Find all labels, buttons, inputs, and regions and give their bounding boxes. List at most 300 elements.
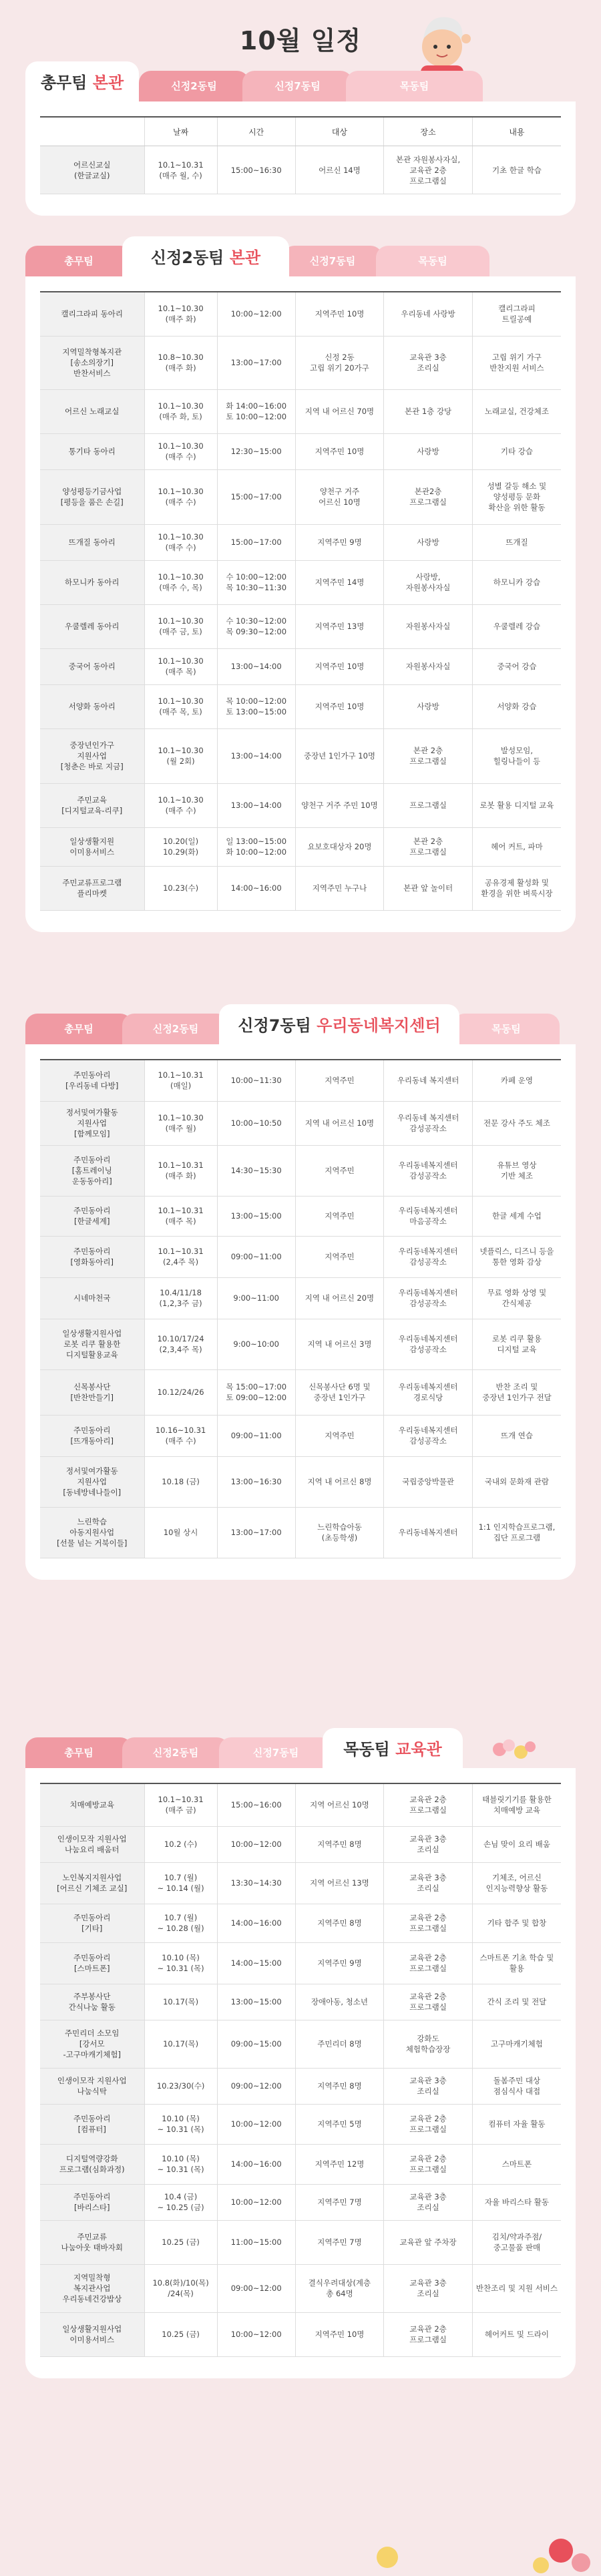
table-cell: 기체조, 어르신 인지능력향상 활동 bbox=[472, 1862, 561, 1904]
table-row bbox=[40, 783, 561, 827]
tab-sinjeong7[interactable]: 신정7동팀 bbox=[282, 246, 383, 276]
table-cell: 10.25 (금) bbox=[144, 2220, 217, 2264]
table-cell: 지역주민 10명 bbox=[295, 433, 384, 469]
table-cell: 교육관 2층 프로그램실 bbox=[384, 2312, 473, 2356]
table-cell: 본관 자원봉사자실, 교육관 2층 프로그램실 bbox=[384, 146, 473, 194]
program-name-cell: 주민교류 나눔아웃 태바자회 bbox=[40, 2220, 144, 2264]
table-cell: 10.1~10.31 (매주 월, 수) bbox=[144, 146, 217, 194]
table-cell: 10.10/17/24 (2,3,4주 목) bbox=[144, 1319, 217, 1369]
tab-sinjeong2[interactable]: 신정2동팀 bbox=[139, 71, 249, 101]
tab-main-label: 신정2동팀 bbox=[150, 248, 224, 267]
table-cell: 우리동네복지센터 bbox=[384, 1507, 473, 1558]
program-name-cell: 인생이모작 지원사업 나눔식탁 bbox=[40, 2068, 144, 2104]
program-name-cell: 어르신 노래교실 bbox=[40, 389, 144, 433]
table-cell: 지역주민 7명 bbox=[295, 2220, 384, 2264]
program-name-cell: 주민리더 소모임 [강서모 -고구마캐기체험] bbox=[40, 2020, 144, 2068]
table-cell: 지역주민 14명 bbox=[295, 560, 384, 604]
table-cell: 수 10:00~12:00 목 10:30~11:30 bbox=[217, 560, 295, 604]
table-cell: 지역주민 10명 bbox=[295, 2312, 384, 2356]
program-name-cell: 주민동아리 [바리스타] bbox=[40, 2184, 144, 2220]
program-name-cell: 중장년인가구 지원사업 [청춘은 바로 지금] bbox=[40, 728, 144, 783]
program-name-cell: 주민동아리 [한글세계] bbox=[40, 1196, 144, 1236]
program-name-cell: 캘리그라피 동아리 bbox=[40, 292, 144, 336]
table-cell: 교육관 2층 프로그램실 bbox=[384, 1783, 473, 1826]
table-cell: 10.1~10.30 (매주 수) bbox=[144, 433, 217, 469]
table-row bbox=[40, 2220, 561, 2264]
table-cell: 지역주민 10명 bbox=[295, 648, 384, 684]
balloon-decoration-icon bbox=[361, 2524, 601, 2576]
page-title: 10월 일정 bbox=[239, 26, 362, 55]
tab-sinjeong2[interactable]: 신정2동팀 bbox=[122, 1014, 229, 1044]
table-cell: 지역 내 어르신 10명 bbox=[295, 1101, 384, 1145]
table-row bbox=[40, 1826, 561, 1862]
table-cell: 기타 강습 bbox=[472, 433, 561, 469]
table-cell: 09:00~11:00 bbox=[217, 1415, 295, 1456]
table-cell: 양천구 거주 주민 10명 bbox=[295, 783, 384, 827]
table-cell: 우리동네복지센터 경로식당 bbox=[384, 1369, 473, 1415]
table-cell: 지역주민 10명 bbox=[295, 684, 384, 728]
table-row bbox=[40, 1145, 561, 1196]
table-cell: 13:00~14:00 bbox=[217, 728, 295, 783]
table-cell: 10.10 (목) ~ 10.31 (목) bbox=[144, 2144, 217, 2184]
schedule-table bbox=[40, 291, 561, 911]
table-row bbox=[40, 1415, 561, 1456]
table-cell: 10.23(수) bbox=[144, 866, 217, 910]
flower-decoration-icon bbox=[479, 1728, 546, 1768]
program-name-cell: 주민교류프로그램 플리마켓 bbox=[40, 866, 144, 910]
table-cell: 사랑방 bbox=[384, 433, 473, 469]
table-cell: 지역주민 누구나 bbox=[295, 866, 384, 910]
table-cell: 성별 갈등 해소 및 양성평등 문화 확산을 위한 활동 bbox=[472, 469, 561, 524]
table-cell: 중국어 강습 bbox=[472, 648, 561, 684]
table-cell: 지역주민 bbox=[295, 1145, 384, 1196]
table-cell: 13:00~15:00 bbox=[217, 1196, 295, 1236]
table-row bbox=[40, 2068, 561, 2104]
table-row bbox=[40, 2104, 561, 2144]
table-cell: 09:00~15:00 bbox=[217, 2020, 295, 2068]
program-name-cell: 양성평등기금사업 [평등을 품은 손길] bbox=[40, 469, 144, 524]
program-name-cell: 정서및여가활동 지원사업 [동네방네나들이] bbox=[40, 1456, 144, 1507]
table-cell: 10.1~10.30 (매주 월) bbox=[144, 1101, 217, 1145]
program-name-cell: 정서및여가활동 지원사업 [함께모임] bbox=[40, 1101, 144, 1145]
table-cell: 지역주민 bbox=[295, 1236, 384, 1277]
table-cell: 교육관 2층 프로그램실 bbox=[384, 2104, 473, 2144]
table-row bbox=[40, 648, 561, 684]
program-name-cell: 주민동아리 [뜨개동아리] bbox=[40, 1415, 144, 1456]
tab-bar bbox=[25, 1004, 576, 1044]
table-row bbox=[40, 1369, 561, 1415]
table-cell: 카페 운영 bbox=[472, 1060, 561, 1101]
table-cell: 13:00~14:00 bbox=[217, 648, 295, 684]
table-cell: 고구마캐기체험 bbox=[472, 2020, 561, 2068]
tab-mokdong[interactable]: 목동팀 bbox=[453, 1014, 560, 1044]
table-cell: 13:00~17:00 bbox=[217, 1507, 295, 1558]
column-header: 날짜 bbox=[144, 117, 217, 146]
table-row bbox=[40, 1236, 561, 1277]
table-cell: 10.4 (금) ~ 10.25 (금) bbox=[144, 2184, 217, 2220]
table-cell: 12:30~15:00 bbox=[217, 433, 295, 469]
table-cell: 공유경제 활성화 및 환경을 위한 벼룩시장 bbox=[472, 866, 561, 910]
table-cell: 10.1~10.30 (매주 수) bbox=[144, 783, 217, 827]
table-cell: 고립 위기 가구 반찬지원 서비스 bbox=[472, 336, 561, 389]
program-name-cell: 뜨개질 동아리 bbox=[40, 524, 144, 560]
schedule-table bbox=[40, 1059, 561, 1558]
table-cell: 10.23/30(수) bbox=[144, 2068, 217, 2104]
tab-bar bbox=[25, 236, 576, 276]
table-cell: 지역주민 10명 bbox=[295, 292, 384, 336]
table-cell: 교육관 3층 조리실 bbox=[384, 2264, 473, 2312]
program-name-cell: 일상생활지원사업 이미용서비스 bbox=[40, 2312, 144, 2356]
table-cell: 일 13:00~15:00 화 10:00~12:00 bbox=[217, 827, 295, 866]
table-cell: 본관 앞 놀이터 bbox=[384, 866, 473, 910]
table-row bbox=[40, 2184, 561, 2220]
table-cell: 본관 2층 프로그램실 bbox=[384, 728, 473, 783]
table-cell: 태블릿기기를 활용한 치매예방 교육 bbox=[472, 1783, 561, 1826]
table-cell: 넷플릭스, 디즈니 등을 통한 영화 감상 bbox=[472, 1236, 561, 1277]
table-cell: 화 14:00~16:00 토 10:00~12:00 bbox=[217, 389, 295, 433]
table-cell: 반찬조리 및 지원 서비스 bbox=[472, 2264, 561, 2312]
column-header: 장소 bbox=[384, 117, 473, 146]
table-cell: 뜨개 연습 bbox=[472, 1415, 561, 1456]
table-cell: 교육관 3층 조리실 bbox=[384, 1862, 473, 1904]
table-cell: 지역주민 8명 bbox=[295, 1826, 384, 1862]
table-cell: 10.4/11/18 (1,2,3주 금) bbox=[144, 1277, 217, 1319]
table-cell: 10:00~12:00 bbox=[217, 2312, 295, 2356]
table-cell: 1:1 인지학습프로그램, 집단 프로그램 bbox=[472, 1507, 561, 1558]
table-cell: 주민리더 8명 bbox=[295, 2020, 384, 2068]
table-row bbox=[40, 524, 561, 560]
table-cell: 교육관 2층 프로그램실 bbox=[384, 1904, 473, 1942]
program-name-cell: 주민동아리 [컴퓨터] bbox=[40, 2104, 144, 2144]
schedule-table bbox=[40, 116, 561, 194]
table-cell: 10.1~10.30 (매주 수) bbox=[144, 524, 217, 560]
table-cell: 지역주민 bbox=[295, 1060, 384, 1101]
table-cell: 사랑방, 자원봉사자실 bbox=[384, 560, 473, 604]
program-name-cell: 느린학습 아동지원사업 [선물 넘는 거북이들] bbox=[40, 1507, 144, 1558]
table-cell: 14:00~16:00 bbox=[217, 2144, 295, 2184]
table-cell: 09:00~11:00 bbox=[217, 1236, 295, 1277]
schedule-card bbox=[25, 101, 576, 216]
tab-mokdong-active[interactable] bbox=[323, 1728, 463, 1768]
program-name-cell: 중국어 동아리 bbox=[40, 648, 144, 684]
schedule-card bbox=[25, 1768, 576, 2378]
table-row bbox=[40, 389, 561, 433]
table-cell: 본관 2층 프로그램실 bbox=[384, 827, 473, 866]
table-cell: 로봇 리쿠 활용 디지털 교육 bbox=[472, 1319, 561, 1369]
table-cell: 우리동네복지센터 마음공작소 bbox=[384, 1196, 473, 1236]
table-cell: 10.8~10.30 (매주 화) bbox=[144, 336, 217, 389]
table-row bbox=[40, 684, 561, 728]
table-cell: 서양화 강습 bbox=[472, 684, 561, 728]
table-cell: 10.1~10.30 (매주 목, 토) bbox=[144, 684, 217, 728]
table-cell: 헤어 커트, 파마 bbox=[472, 827, 561, 866]
table-cell: 14:30~15:30 bbox=[217, 1145, 295, 1196]
tab-main-label: 총무팀 bbox=[40, 73, 87, 92]
table-row bbox=[40, 1862, 561, 1904]
table-cell: 지역주민 5명 bbox=[295, 2104, 384, 2144]
table-cell: 결식우려대상(계층 총 64명 bbox=[295, 2264, 384, 2312]
table-row bbox=[40, 1101, 561, 1145]
table-cell: 10.10 (목) ~ 10.31 (목) bbox=[144, 2104, 217, 2144]
program-name-cell: 주민동아리 [스마트폰] bbox=[40, 1942, 144, 1984]
table-cell: 자원봉사자실 bbox=[384, 648, 473, 684]
tab-mokdong[interactable]: 목동팀 bbox=[376, 246, 489, 276]
table-cell: 10:00~12:00 bbox=[217, 2184, 295, 2220]
table-cell: 헤어커트 및 드라이 bbox=[472, 2312, 561, 2356]
tab-highlight-label: 우리동네복지센터 bbox=[317, 1016, 441, 1035]
table-cell: 우리동네복지센터 감성공작소 bbox=[384, 1277, 473, 1319]
program-name-cell: 노인복지지원사업 [어르신 기체조 교실] bbox=[40, 1862, 144, 1904]
table-cell: 10.17(목) bbox=[144, 2020, 217, 2068]
table-cell: 노래교실, 건강체조 bbox=[472, 389, 561, 433]
table-cell: 10.7 (월) ~ 10.14 (월) bbox=[144, 1862, 217, 1904]
table-cell: 15:00~16:00 bbox=[217, 1783, 295, 1826]
program-name-cell: 신목봉사단 [반찬만들기] bbox=[40, 1369, 144, 1415]
table-cell: 수 10:30~12:00 목 09:30~12:00 bbox=[217, 604, 295, 648]
table-cell: 중장년 1인가구 10명 bbox=[295, 728, 384, 783]
tab-chongmu[interactable]: 총무팀 bbox=[25, 1737, 132, 1768]
table-cell: 자원봉사자실 bbox=[384, 604, 473, 648]
table-cell: 10.2 (수) bbox=[144, 1826, 217, 1862]
program-name-cell: 주부봉사단 간식나눔 활동 bbox=[40, 1984, 144, 2020]
table-cell: 로봇 활용 디지털 교육 bbox=[472, 783, 561, 827]
table-row bbox=[40, 1277, 561, 1319]
table-cell: 10.1~10.31 (매주 화) bbox=[144, 1145, 217, 1196]
table-row bbox=[40, 1456, 561, 1507]
table-cell: 15:00~17:00 bbox=[217, 469, 295, 524]
table-cell: 우리동네 복지센터 감성공작소 bbox=[384, 1101, 473, 1145]
table-cell: 10.8(화)/10(목) /24(목) bbox=[144, 2264, 217, 2312]
table-row bbox=[40, 827, 561, 866]
table-cell: 10.1~10.31 (2,4주 목) bbox=[144, 1236, 217, 1277]
table-cell: 우쿨렐레 강습 bbox=[472, 604, 561, 648]
schedule-table bbox=[40, 1783, 561, 2357]
table-row bbox=[40, 560, 561, 604]
table-cell: 교육관 3층 조리실 bbox=[384, 1826, 473, 1862]
tab-mokdong[interactable]: 목동팀 bbox=[346, 71, 483, 101]
table-cell: 양천구 거주 어르신 10명 bbox=[295, 469, 384, 524]
table-row bbox=[40, 728, 561, 783]
table-cell: 캘리그라피 트릴공예 bbox=[472, 292, 561, 336]
table-cell: 10월 상시 bbox=[144, 1507, 217, 1558]
table-cell: 국립중앙박물관 bbox=[384, 1456, 473, 1507]
table-row bbox=[40, 604, 561, 648]
table-cell: 손님 맞이 요리 배움 bbox=[472, 1826, 561, 1862]
table-row bbox=[40, 2144, 561, 2184]
table-cell: 10:00~12:00 bbox=[217, 292, 295, 336]
section-chongmu bbox=[25, 61, 576, 216]
table-cell: 지역주민 8명 bbox=[295, 1904, 384, 1942]
table-cell: 교육관 3층 조리실 bbox=[384, 2184, 473, 2220]
table-cell: 우리동네 복지센터 bbox=[384, 1060, 473, 1101]
program-name-cell: 주민동아리 [홈트레이닝 운동동아리] bbox=[40, 1145, 144, 1196]
table-row bbox=[40, 336, 561, 389]
table-cell: 장애아동, 청소년 bbox=[295, 1984, 384, 2020]
table-cell: 지역 어르신 13명 bbox=[295, 1862, 384, 1904]
table-cell: 14:00~16:00 bbox=[217, 1904, 295, 1942]
table-cell: 10.12/24/26 bbox=[144, 1369, 217, 1415]
table-cell: 요보호대상자 20명 bbox=[295, 827, 384, 866]
table-cell: 13:30~14:30 bbox=[217, 1862, 295, 1904]
table-cell: 13:00~14:00 bbox=[217, 783, 295, 827]
table-cell: 교육관 2층 프로그램실 bbox=[384, 1984, 473, 2020]
table-cell: 국내외 문화재 관람 bbox=[472, 1456, 561, 1507]
table-row bbox=[40, 2312, 561, 2356]
schedule-card bbox=[25, 276, 576, 932]
table-row bbox=[40, 1507, 561, 1558]
table-cell: 13:00~16:30 bbox=[217, 1456, 295, 1507]
tab-bar bbox=[25, 1728, 576, 1768]
table-row bbox=[40, 1060, 561, 1101]
table-row bbox=[40, 1319, 561, 1369]
table-row bbox=[40, 146, 561, 194]
table-cell: 지역주민 7명 bbox=[295, 2184, 384, 2220]
table-cell: 우리동네복지센터 감성공작소 bbox=[384, 1319, 473, 1369]
table-cell: 간식 조리 및 전달 bbox=[472, 1984, 561, 2020]
tab-sinjeong2-active[interactable] bbox=[122, 236, 289, 276]
table-cell: 김치/약과주점/ 중고물품 판매 bbox=[472, 2220, 561, 2264]
table-cell: 11:00~15:00 bbox=[217, 2220, 295, 2264]
table-row bbox=[40, 1942, 561, 1984]
table-cell: 10.1~10.30 (매주 수, 목) bbox=[144, 560, 217, 604]
table-cell: 9:00~11:00 bbox=[217, 1277, 295, 1319]
table-cell: 14:00~15:00 bbox=[217, 1942, 295, 1984]
table-cell: 돌봄주민 대상 점심식사 대접 bbox=[472, 2068, 561, 2104]
schedule-card bbox=[25, 1044, 576, 1580]
table-cell: 지역 어르신 10명 bbox=[295, 1783, 384, 1826]
table-cell: 신목봉사단 6명 및 중장년 1인가구 bbox=[295, 1369, 384, 1415]
column-header bbox=[40, 117, 144, 146]
table-cell: 10.17(목) bbox=[144, 1984, 217, 2020]
table-cell: 지역주민 9명 bbox=[295, 524, 384, 560]
section-mokdong bbox=[25, 1728, 576, 2378]
table-row bbox=[40, 1984, 561, 2020]
table-cell: 10.1~10.30 (매주 수) bbox=[144, 469, 217, 524]
table-cell: 지역주민 bbox=[295, 1196, 384, 1236]
table-cell: 10.1~10.30 (매주 목) bbox=[144, 648, 217, 684]
table-cell: 기초 한글 학습 bbox=[472, 146, 561, 194]
table-cell: 10.25 (금) bbox=[144, 2312, 217, 2356]
tab-bar bbox=[25, 61, 576, 101]
table-cell: 느린학습아동 (초등학생) bbox=[295, 1507, 384, 1558]
table-cell: 10.1~10.30 (매주 화) bbox=[144, 292, 217, 336]
table-cell: 목 10:00~12:00 토 13:00~15:00 bbox=[217, 684, 295, 728]
table-cell: 10.16~10.31 (매주 수) bbox=[144, 1415, 217, 1456]
table-cell: 14:00~16:00 bbox=[217, 866, 295, 910]
tab-sinjeong2[interactable]: 신정2동팀 bbox=[122, 1737, 229, 1768]
table-row bbox=[40, 866, 561, 910]
table-cell: 본관2층 프로그램실 bbox=[384, 469, 473, 524]
table-cell: 10.1~10.31 (매일) bbox=[144, 1060, 217, 1101]
table-cell: 09:00~12:00 bbox=[217, 2068, 295, 2104]
table-cell: 강화도 체험학습장장 bbox=[384, 2020, 473, 2068]
program-name-cell: 인생이모작 지원사업 나눔요리 배움터 bbox=[40, 1826, 144, 1862]
table-cell: 한글 세계 수업 bbox=[472, 1196, 561, 1236]
table-cell: 10.1~10.31 (매주 목) bbox=[144, 1196, 217, 1236]
table-cell: 뜨개질 bbox=[472, 524, 561, 560]
table-cell: 자율 바리스타 활동 bbox=[472, 2184, 561, 2220]
table-cell: 발성모임, 힐링나들이 등 bbox=[472, 728, 561, 783]
table-cell: 지역 내 어르신 70명 bbox=[295, 389, 384, 433]
table-row bbox=[40, 2264, 561, 2312]
table-cell: 10.10 (목) ~ 10.31 (목) bbox=[144, 1942, 217, 1984]
tab-sinjeong7-active[interactable] bbox=[219, 1004, 459, 1044]
table-cell: 10:00~11:30 bbox=[217, 1060, 295, 1101]
table-cell: 교육관 2층 프로그램실 bbox=[384, 2144, 473, 2184]
table-cell: 교육관 2층 프로그램실 bbox=[384, 1942, 473, 1984]
table-cell: 사랑방 bbox=[384, 524, 473, 560]
table-row bbox=[40, 1196, 561, 1236]
table-cell: 우리동네복지센터 감성공작소 bbox=[384, 1145, 473, 1196]
table-cell: 신정 2동 고립 위기 20가구 bbox=[295, 336, 384, 389]
program-name-cell: 주민동아리 [우리동네 다방] bbox=[40, 1060, 144, 1101]
program-name-cell: 지역밀착형복지관 [송소의장기] 반찬서비스 bbox=[40, 336, 144, 389]
program-name-cell: 주민교육 [디지털교육-리쿠] bbox=[40, 783, 144, 827]
table-cell: 스마트폰 bbox=[472, 2144, 561, 2184]
table-cell: 우리동네복지센터 감성공작소 bbox=[384, 1236, 473, 1277]
table-cell: 10:00~12:00 bbox=[217, 1826, 295, 1862]
tab-sinjeong7[interactable]: 신정7동팀 bbox=[219, 1737, 333, 1768]
tab-chongmu-active[interactable] bbox=[25, 61, 139, 101]
table-cell: 지역 내 어르신 20명 bbox=[295, 1277, 384, 1319]
table-cell: 10.7 (월) ~ 10.28 (월) bbox=[144, 1904, 217, 1942]
program-name-cell: 어르신교실 (한글교실) bbox=[40, 146, 144, 194]
table-cell: 하모니카 강습 bbox=[472, 560, 561, 604]
table-cell: 목 15:00~17:00 토 09:00~12:00 bbox=[217, 1369, 295, 1415]
column-header: 내용 bbox=[472, 117, 561, 146]
table-cell: 반찬 조리 및 중장년 1인가구 전달 bbox=[472, 1369, 561, 1415]
table-cell: 10.18 (금) bbox=[144, 1456, 217, 1507]
table-row bbox=[40, 1783, 561, 1826]
table-cell: 10.1~10.30 (월 2회) bbox=[144, 728, 217, 783]
table-cell: 10.1~10.31 (매주 금) bbox=[144, 1783, 217, 1826]
program-name-cell: 주민동아리 [기타] bbox=[40, 1904, 144, 1942]
table-cell: 09:00~12:00 bbox=[217, 2264, 295, 2312]
table-cell: 교육관 3층 조리실 bbox=[384, 336, 473, 389]
tab-chongmu[interactable]: 총무팀 bbox=[25, 246, 132, 276]
table-row bbox=[40, 469, 561, 524]
table-row bbox=[40, 2020, 561, 2068]
table-cell: 스마트폰 기초 학습 및 활용 bbox=[472, 1942, 561, 1984]
program-name-cell: 일상생활지원사업 로봇 리쿠 활용한 디지털활용교육 bbox=[40, 1319, 144, 1369]
table-cell: 지역주민 9명 bbox=[295, 1942, 384, 1984]
program-name-cell: 주민동아리 [영화동아리] bbox=[40, 1236, 144, 1277]
tab-sinjeong7[interactable]: 신정7동팀 bbox=[242, 71, 353, 101]
tab-main-label: 목동팀 bbox=[343, 1740, 390, 1759]
table-cell: 컴퓨터 자율 활동 bbox=[472, 2104, 561, 2144]
table-cell: 지역 내 어르신 8명 bbox=[295, 1456, 384, 1507]
table-row bbox=[40, 292, 561, 336]
tab-highlight-label: 본관 bbox=[229, 248, 261, 267]
table-cell: 우리동네복지센터 감성공작소 bbox=[384, 1415, 473, 1456]
program-name-cell: 시네마천국 bbox=[40, 1277, 144, 1319]
table-cell: 13:00~15:00 bbox=[217, 1984, 295, 2020]
column-header: 시간 bbox=[217, 117, 295, 146]
table-cell: 교육관 3층 조리실 bbox=[384, 2068, 473, 2104]
table-cell: 사랑방 bbox=[384, 684, 473, 728]
table-cell: 10:00~10:50 bbox=[217, 1101, 295, 1145]
tab-chongmu[interactable]: 총무팀 bbox=[25, 1014, 132, 1044]
section-sinjeong7 bbox=[25, 1004, 576, 1580]
program-name-cell: 지역밀착형 복지관사업 우리동네건강밥상 bbox=[40, 2264, 144, 2312]
table-cell: 어르신 14명 bbox=[295, 146, 384, 194]
table-cell: 지역주민 8명 bbox=[295, 2068, 384, 2104]
table-cell: 15:00~17:00 bbox=[217, 524, 295, 560]
tab-main-label: 신정7동팀 bbox=[238, 1016, 311, 1035]
table-cell: 지역주민 13명 bbox=[295, 604, 384, 648]
program-name-cell: 통기타 동아리 bbox=[40, 433, 144, 469]
program-name-cell: 하모니카 동아리 bbox=[40, 560, 144, 604]
